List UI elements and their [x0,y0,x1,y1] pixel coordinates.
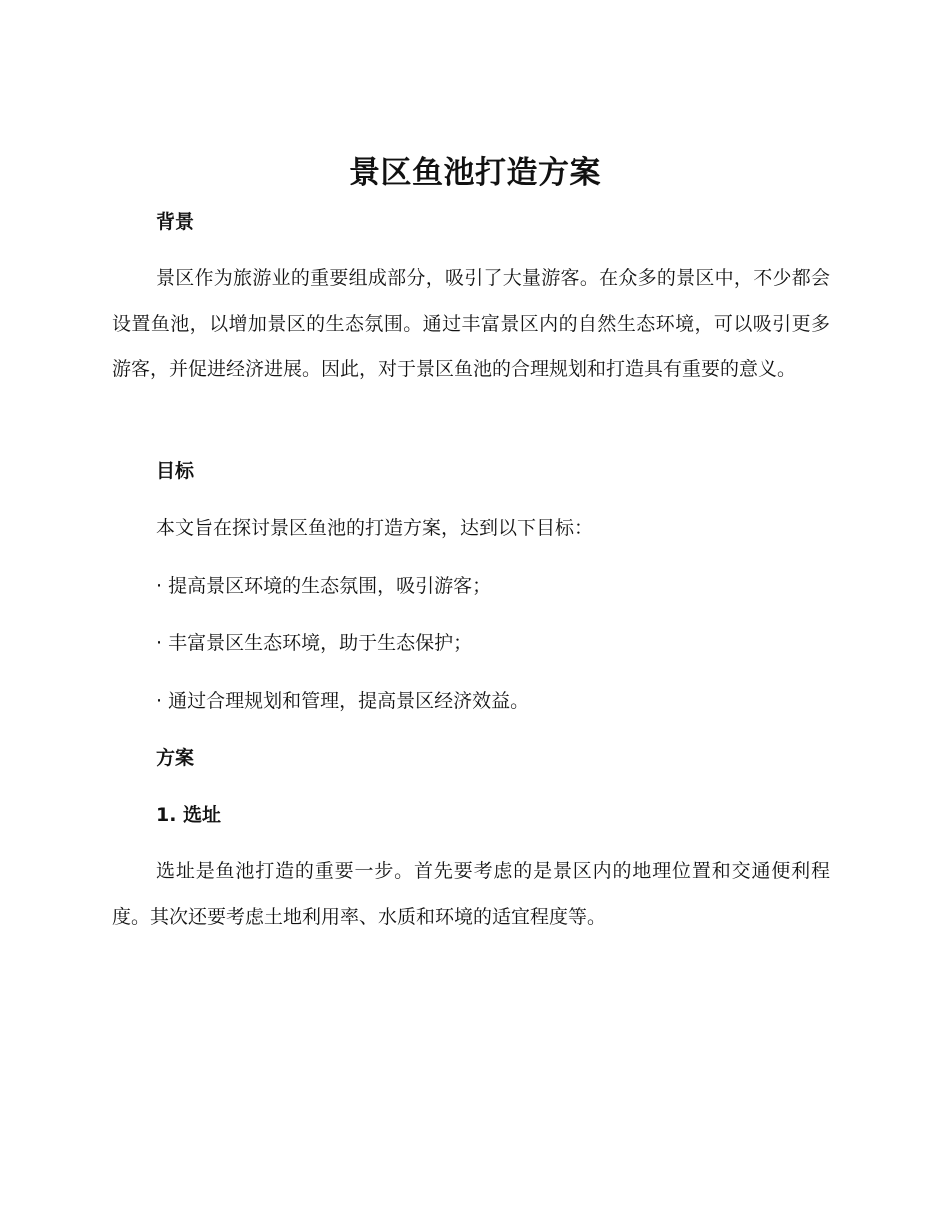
goal-item-1: · 提高景区环境的生态氛围，吸引游客； [156,575,492,597]
section-heading-background: 背景 [156,211,195,233]
subsection-heading-site-selection: 1. 选址 [156,804,222,826]
section-heading-goals: 目标 [156,460,195,482]
page-title: 景区鱼池打造方案 [349,155,601,191]
background-paragraph: 景区作为旅游业的重要组成部分，吸引了大量游客。在众多的景区中，不少都会设置鱼池，以增加景区的生态氛围。通过丰富景区内的自然生态环境，可以吸引更多游客，并促进经济进展。因此，对于景区鱼池的合理规划和打造具有重要的意义。 [112,267,830,380]
goal-item-2: · 丰富景区生态环境，助于生态保护； [156,632,473,654]
goals-intro: 本文旨在探讨景区鱼池的打造方案，达到以下目标： [156,517,594,539]
goal-item-3: · 通过合理规划和管理，提高景区经济效益。 [156,690,530,712]
section-heading-plan: 方案 [156,747,195,769]
site-selection-paragraph: 选址是鱼池打造的重要一步。首先要考虑的是景区内的地理位置和交通便利程度。其次还要考虑土地利用率、水质和环境的适宜程度等。 [112,860,830,928]
